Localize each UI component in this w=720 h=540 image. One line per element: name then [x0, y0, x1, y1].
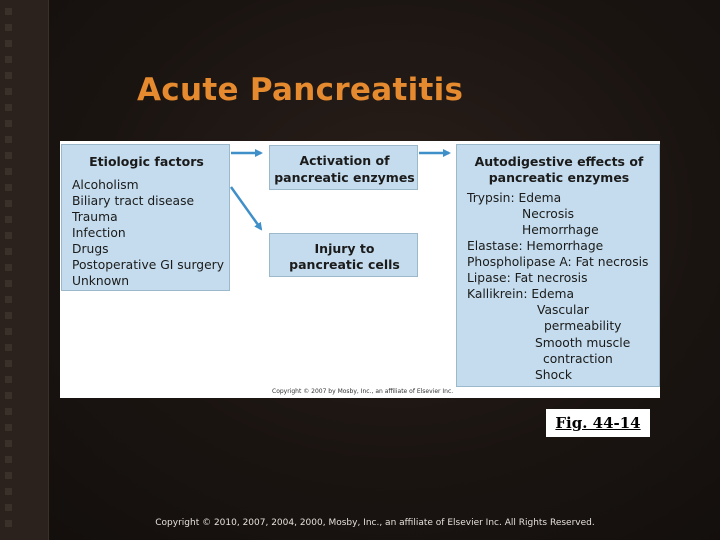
film-hole	[5, 120, 12, 127]
film-hole	[5, 8, 12, 15]
film-hole	[5, 440, 12, 447]
film-hole	[5, 184, 12, 191]
effects-heading-2: pancreatic enzymes	[488, 170, 630, 185]
film-hole	[5, 136, 12, 143]
film-hole	[5, 504, 12, 511]
film-hole	[5, 392, 12, 399]
film-strip-decoration	[0, 0, 49, 540]
film-hole	[5, 72, 12, 79]
effects-line: Vascular	[537, 303, 589, 317]
etiologic-item: Drugs	[72, 242, 109, 256]
injury-line-2: pancreatic cells	[289, 257, 400, 272]
film-hole	[5, 40, 12, 47]
slide-title: Acute Pancreatitis	[137, 72, 464, 108]
film-hole	[5, 24, 12, 31]
etiologic-item: Trauma	[72, 210, 118, 224]
film-hole	[5, 168, 12, 175]
film-hole	[5, 344, 12, 351]
effects-line: permeability	[544, 319, 622, 333]
film-hole	[5, 280, 12, 287]
film-hole	[5, 104, 12, 111]
effects-line: Phospholipase A: Fat necrosis	[467, 255, 649, 269]
film-hole	[5, 424, 12, 431]
film-hole	[5, 408, 12, 415]
effects-line: Hemorrhage	[522, 223, 599, 237]
film-hole	[5, 264, 12, 271]
film-hole	[5, 376, 12, 383]
etiologic-item: Infection	[72, 226, 126, 240]
effects-line: Shock	[535, 368, 573, 382]
film-hole	[5, 456, 12, 463]
effects-line: contraction	[543, 352, 613, 366]
effects-line: Trypsin: Edema	[467, 191, 562, 205]
etiologic-item: Postoperative GI surgery	[72, 258, 225, 272]
film-hole	[5, 296, 12, 303]
film-hole	[5, 216, 12, 223]
arrow-etiologic-to-injury	[231, 187, 261, 229]
activation-line-1: Activation of	[299, 153, 390, 168]
film-hole	[5, 56, 12, 63]
effects-line: Lipase: Fat necrosis	[467, 271, 588, 285]
effects-heading-1: Autodigestive effects of	[474, 154, 644, 169]
effects-line: Kallikrein: Edema	[467, 287, 575, 301]
film-hole	[5, 152, 12, 159]
film-hole	[5, 232, 12, 239]
figure-credit: Copyright © 2007 by Mosby, Inc., an affiliate of Elsevier Inc.	[272, 388, 454, 395]
film-hole	[5, 200, 12, 207]
film-hole	[5, 312, 12, 319]
film-hole	[5, 328, 12, 335]
film-hole	[5, 488, 12, 495]
copyright-footer: Copyright © 2010, 2007, 2004, 2000, Mosby, Inc., an affiliate of Elsevier Inc. All Rights Reserved.	[155, 518, 595, 528]
etiologic-heading: Etiologic factors	[89, 154, 204, 169]
film-hole	[5, 248, 12, 255]
injury-line-1: Injury to	[314, 241, 375, 256]
effects-line: Smooth muscle	[535, 336, 631, 350]
film-hole	[5, 88, 12, 95]
film-hole	[5, 472, 12, 479]
etiologic-item: Biliary tract disease	[72, 194, 195, 208]
effects-line: Elastase: Hemorrhage	[467, 239, 604, 253]
film-hole	[5, 360, 12, 367]
figure-label: Fig. 44-14	[546, 409, 650, 437]
etiologic-item: Unknown	[72, 274, 130, 288]
effects-line: Necrosis	[522, 207, 575, 221]
diagram-arrows	[60, 141, 660, 398]
pancreatitis-diagram	[60, 141, 660, 398]
etiologic-item: Alcoholism	[72, 178, 139, 192]
activation-line-2: pancreatic enzymes	[274, 170, 415, 185]
